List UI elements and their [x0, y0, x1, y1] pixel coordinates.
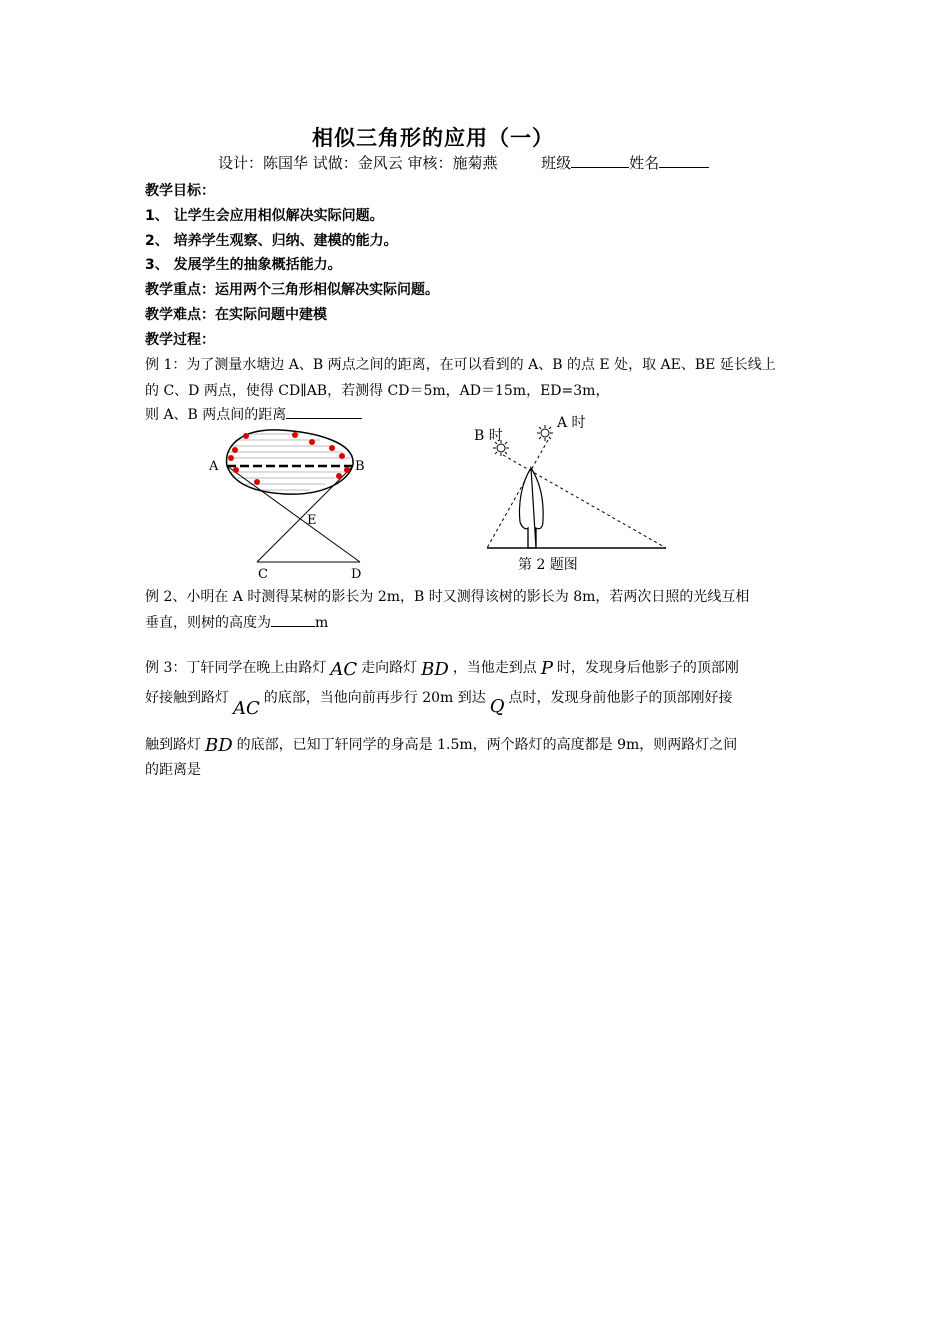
label-e: E	[307, 513, 317, 528]
example1-line1: 例 1：为了测量水塘边 A、B 两点之间的距离，在可以看到的 A、B 的点 E 处，取 AE、BE 延长线上	[145, 357, 776, 373]
page-title: 相似三角形的应用（一）	[312, 126, 554, 150]
goal-item: 2、 培养学生观察、归纳、建模的能力。	[145, 233, 398, 249]
example3-line4: 的距离是	[145, 762, 201, 778]
figure2-caption: 第 2 题图	[518, 557, 578, 573]
class-label: 班级	[541, 154, 572, 172]
var-ac: AC	[330, 659, 358, 680]
example3-text: 的底部，当他向前再步行 20m 到达	[263, 690, 486, 706]
label-a-time: A 时	[557, 415, 586, 431]
line-bc	[257, 466, 353, 562]
name-blank[interactable]	[659, 153, 709, 168]
line-ad	[227, 466, 360, 562]
name-label: 姓名	[629, 154, 660, 172]
goal-item: 3、 发展学生的抽象概括能力。	[145, 257, 342, 273]
example3-text: 触到路灯	[145, 737, 201, 753]
key-point: 教学重点：运用两个三角形相似解决实际问题。	[145, 282, 439, 298]
goal-item: 1、 让学生会应用相似解决实际问题。	[145, 208, 384, 224]
example2-line2-text: 垂直，则树的高度为	[145, 615, 271, 631]
figure-tree-shadow	[470, 410, 680, 575]
example3-text: ，当他走到点	[452, 660, 537, 676]
example1-line2: 的 C、D 两点，使得 CD∥AB，若测得 CD＝5m，AD＝15m，ED=3m，	[145, 383, 610, 399]
process-heading: 教学过程：	[145, 332, 215, 348]
difficulty: 教学难点：在实际问题中建模	[145, 307, 327, 323]
var-bd: BD	[421, 659, 449, 680]
example3-text: 例 3：丁轩同学在晚上由路灯	[145, 660, 327, 676]
label-b: B	[355, 459, 365, 474]
label-c: C	[258, 567, 268, 582]
label-d: D	[351, 567, 362, 582]
example3-text: 走向路灯	[361, 660, 418, 676]
example2-line2	[145, 612, 328, 632]
example2-line1: 例 2、小明在 A 时测得某树的影长为 2m，B 时又测得该树的影长为 8m，若两次日照的光线互相	[145, 589, 750, 605]
var-bd: BD	[205, 735, 233, 756]
example3-text: 好接触到路灯	[145, 690, 229, 706]
example3-line1	[145, 656, 739, 680]
goals-heading: 教学目标：	[145, 183, 215, 199]
var-ac: AC	[233, 698, 260, 719]
var-q: Q	[489, 696, 505, 717]
credits-text: 设计：陈国华 试做：金风云 审核：施菊燕	[218, 154, 498, 172]
tree-icon	[519, 468, 543, 548]
example3-text: 时，发现身后他影子的顶部刚	[556, 660, 739, 676]
label-b-time: B 时	[474, 428, 503, 444]
example1-line3	[145, 404, 362, 424]
class-blank[interactable]	[571, 153, 629, 168]
label-a: A	[209, 459, 219, 474]
figure-pond	[205, 424, 375, 584]
example3-line3	[145, 733, 737, 754]
example2-unit: m	[315, 615, 329, 631]
answer-blank[interactable]	[286, 404, 362, 419]
example1-line3-text: 则 A、B 两点间的距离	[145, 407, 287, 423]
credits-line	[218, 152, 709, 173]
example3-line2	[145, 686, 733, 719]
answer-blank[interactable]	[271, 612, 315, 627]
example3-text: 点时，发现身前他影子的顶部刚好接	[508, 690, 733, 706]
sun-icon	[493, 440, 509, 456]
var-p: P	[540, 658, 553, 679]
example3-text: 的底部，已知丁轩同学的身高是 1.5m，两个路灯的高度都是 9m，则两路灯之间	[236, 737, 738, 753]
sun-icon	[537, 425, 553, 441]
